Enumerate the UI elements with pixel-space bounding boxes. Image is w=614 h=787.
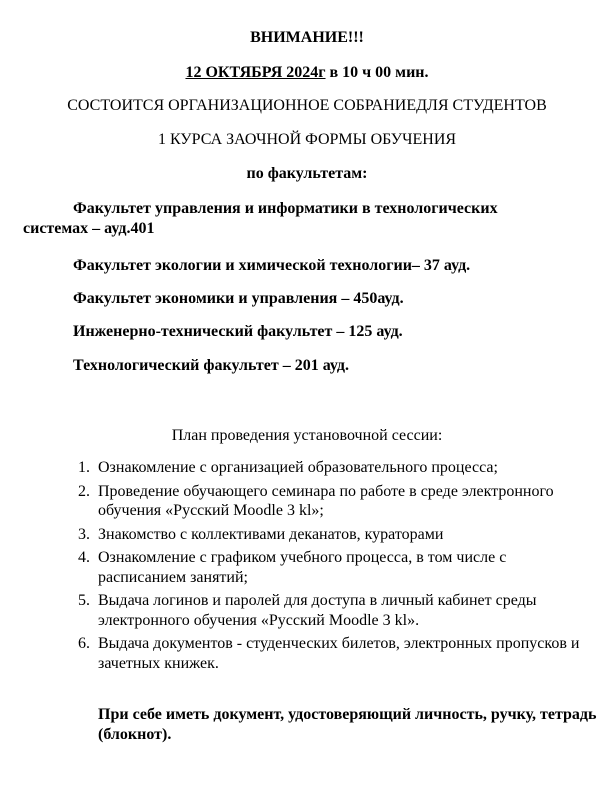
- plan-title: План проведения установочной сессии:: [171, 427, 443, 444]
- plan-item-text: Ознакомление с организацией образовательного процесса;: [98, 459, 498, 476]
- bring-documents-note: При себе иметь документ, удостоверяющий личность, ручку, тетрадь (блокнот).: [98, 706, 597, 743]
- plan-item-number: 1.: [78, 459, 90, 476]
- by-faculty-heading: по факультетам:: [246, 165, 368, 182]
- attention-heading: ВНИМАНИЕ!!!: [250, 29, 364, 46]
- plan-item: [0, 525, 614, 545]
- time-text: в 10 ч 00 мин.: [325, 64, 429, 81]
- plan-item-number: 4.: [78, 549, 90, 566]
- plan-item-number: 3.: [78, 525, 90, 543]
- date-bold: 12 ОКТЯБРЯ 2024г: [185, 64, 326, 81]
- faculty-item: Факультет управления и информатики в технологических системах – ауд.401: [23, 200, 498, 237]
- plan-item-number: 6.: [78, 635, 90, 652]
- plan-item-text: Ознакомление с графиком учебного процесса, в том числе с расписанием занятий;: [98, 549, 507, 586]
- plan-list: [0, 458, 614, 677]
- date-time-line: [0, 63, 614, 83]
- plan-item: [0, 634, 614, 673]
- plan-item-text: Выдача документов - студенческих билетов, электронных пропусков и зачетных книжек.: [98, 635, 580, 672]
- faculty-item: Инженерно-технический факультет – 125 ауд.: [73, 323, 403, 340]
- meeting-line-2: 1 КУРСА ЗАОЧНОЙ ФОРМЫ ОБУЧЕНИЯ: [157, 131, 457, 148]
- faculty-item: Технологический факультет – 201 ауд.: [73, 357, 349, 374]
- plan-item-number: 2.: [78, 482, 90, 500]
- plan-item-text: Выдача логинов и паролей для доступа в личный кабинет среды электронного обучения «Русский Moodle 3 kl».: [98, 592, 537, 629]
- meeting-line-1: СОСТОИТСЯ ОРГАНИЗАЦИОННОЕ СОБРАНИЕДЛЯ СТУДЕНТОВ: [67, 97, 547, 114]
- plan-item: [0, 458, 614, 478]
- faculty-item: Факультет экономики и управления – 450ауд.: [73, 290, 404, 307]
- faculty-item: Факультет экологии и химической технологии– 37 ауд.: [73, 257, 471, 274]
- plan-item: [0, 548, 614, 587]
- plan-item: [0, 482, 614, 521]
- plan-item-number: 5.: [78, 592, 90, 609]
- plan-item-text: Проведение обучающего семинара по работе в среде электронного обучения «Русский Moodle 3 kl»;: [98, 482, 554, 519]
- plan-item-text: Знакомство с коллективами деканатов, кураторами: [98, 525, 444, 543]
- plan-item: [0, 591, 614, 630]
